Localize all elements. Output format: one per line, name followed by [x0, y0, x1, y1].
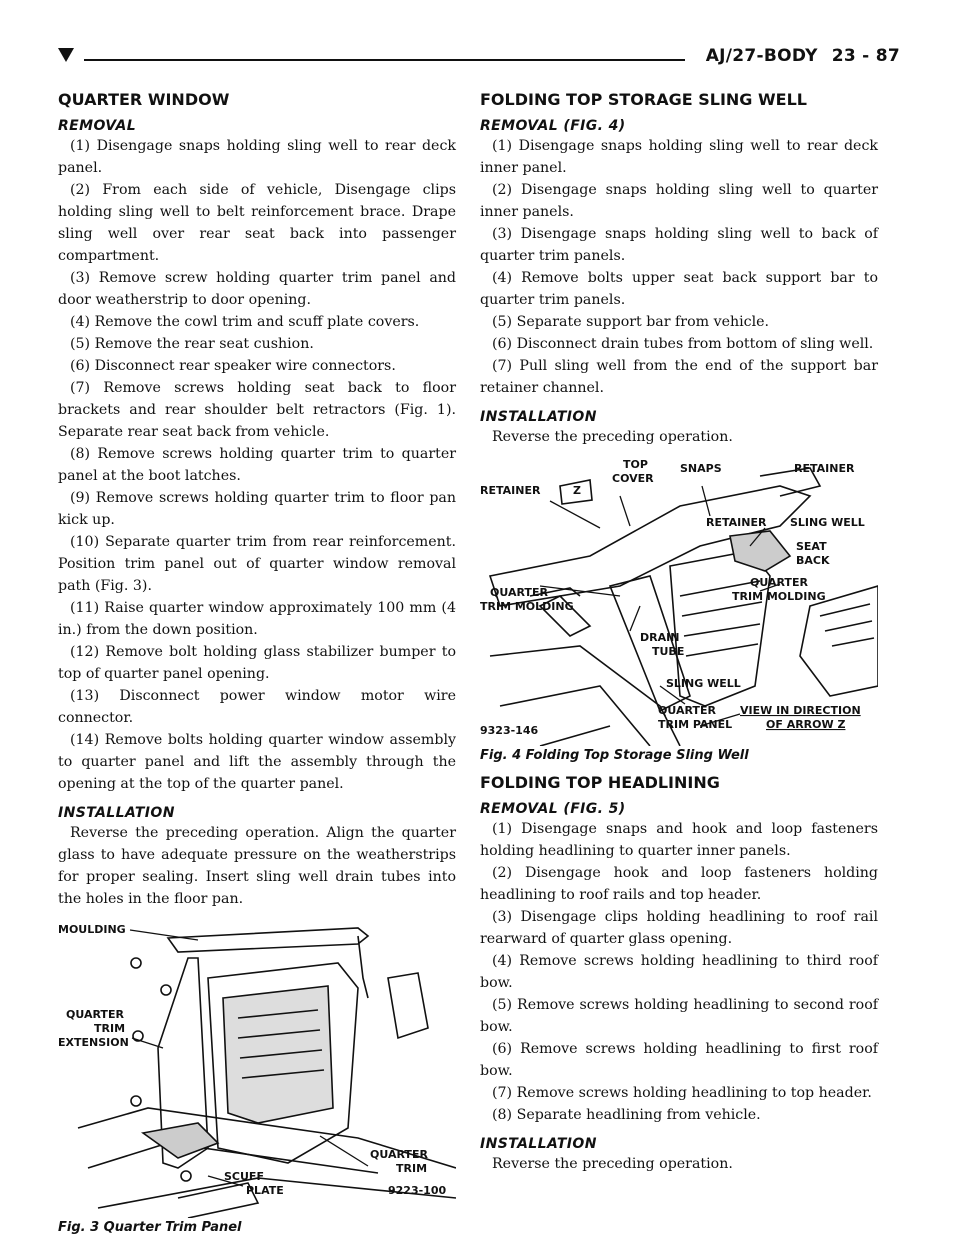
label-drain-tube-2: TUBE	[652, 645, 685, 658]
label-trim-molding-left-2: TRIM MOLDING	[480, 600, 574, 613]
sling-well-illustration	[480, 456, 878, 746]
removal-step: (9) Remove screws holding quarter trim to floor pan kick up.	[58, 490, 456, 528]
sling-removal-step: (4) Remove bolts upper seat back support bar to quarter trim panels.	[480, 270, 878, 308]
label-z: Z	[573, 484, 581, 497]
sling-removal-heading: REMOVAL (FIG. 4)	[480, 118, 626, 134]
removal-step: (13) Disconnect power window motor wire connector.	[58, 688, 456, 726]
label-view-direction-1: VIEW IN DIRECTION	[740, 704, 861, 717]
label-sling-well: SLING WELL	[790, 516, 865, 529]
label-drain-tube-1: DRAIN	[640, 631, 680, 644]
label-moulding: MOULDING	[58, 923, 126, 936]
label-quarter-trim-extension-3: EXTENSION	[58, 1036, 129, 1049]
removal-step: (4) Remove the cowl trim and scuff plate covers.	[70, 314, 420, 330]
label-quarter-trim-1: QUARTER	[370, 1148, 428, 1161]
section-code: AJ/27-BODY	[705, 46, 818, 66]
header-text	[706, 46, 900, 66]
sling-removal-step: (3) Disengage snaps holding sling well to back of quarter trim panels.	[480, 226, 878, 264]
label-top-cover-1: TOP	[623, 458, 648, 471]
headlining-step: (8) Separate headlining from vehicle.	[492, 1107, 761, 1123]
label-top-cover-2: COVER	[612, 472, 654, 485]
label-quarter-trim-2: TRIM	[396, 1162, 428, 1175]
sling-removal-step: (1) Disengage snaps holding sling well to rear deck inner panel.	[480, 138, 878, 176]
sling-removal-step: (2) Disengage snaps holding sling well to quarter inner panels.	[480, 182, 878, 220]
label-view-direction-2: OF ARROW Z	[766, 718, 846, 731]
headlining-step: (3) Disengage clips holding headlining to roof rail rearward of quarter glass opening.	[480, 909, 878, 947]
headlining-step: (5) Remove screws holding headlining to second roof bow.	[480, 997, 878, 1035]
sling-well-title: FOLDING TOP STORAGE SLING WELL	[480, 90, 807, 109]
label-sling-well-2: SLING WELL	[666, 677, 741, 690]
installation-text: Reverse the preceding operation. Align the quarter glass to have adequate pressure on the weatherstrips for proper sealing. Insert sling well drain tubes into the holes in the floor pan.	[58, 825, 456, 907]
sling-removal-step: (7) Pull sling well from the end of the support bar retainer channel.	[480, 358, 878, 396]
label-retainer-middle: RETAINER	[706, 516, 767, 529]
headlining-installation-text: Reverse the preceding operation.	[492, 1156, 733, 1172]
removal-step: (12) Remove bolt holding glass stabilizer bumper to top of quarter panel opening.	[58, 644, 456, 682]
removal-step: (5) Remove the rear seat cushion.	[70, 336, 314, 352]
headlining-installation-heading: INSTALLATION	[480, 1136, 597, 1152]
label-trim-molding-right-1: QUARTER	[750, 576, 808, 589]
left-column	[58, 90, 456, 1235]
removal-step: (14) Remove bolts holding quarter window assembly to quarter panel and lift the assembly through the opening at the top of the quarter panel.	[58, 732, 456, 792]
headlining-removal-heading: REMOVAL (FIG. 5)	[480, 801, 626, 817]
headlining-step: (4) Remove screws holding headlining to third roof bow.	[480, 953, 878, 991]
page-header	[58, 44, 900, 74]
headlining-step: (6) Remove screws holding headlining to first roof bow.	[480, 1041, 878, 1079]
page-number: 23 - 87	[831, 46, 900, 66]
label-quarter-trim-extension-1: QUARTER	[66, 1008, 124, 1021]
label-trim-panel-1: QUARTER	[658, 704, 716, 717]
label-retainer-right: RETAINER	[794, 462, 855, 475]
headlining-step: (2) Disengage hook and loop fasteners holding headlining to roof rails and top header.	[480, 865, 878, 903]
installation-heading: INSTALLATION	[58, 805, 175, 821]
figure-3-caption: Fig. 3 Quarter Trim Panel	[58, 1220, 242, 1235]
quarter-trim-panel-illustration	[58, 918, 456, 1218]
figure-code: 9323-146	[480, 724, 539, 737]
label-retainer-left: RETAINER	[480, 484, 541, 497]
label-trim-panel-2: TRIM PANEL	[658, 718, 733, 731]
removal-heading: REMOVAL	[58, 118, 137, 134]
label-scuff-plate-2: PLATE	[246, 1184, 284, 1197]
sling-installation-text: Reverse the preceding operation.	[492, 429, 733, 445]
removal-step: (2) From each side of vehicle, Disengage clips holding sling well to belt reinforcement brace. Drape sling well over rear seat back into passenger compartment.	[58, 182, 456, 264]
removal-step: (3) Remove screw holding quarter trim panel and door weatherstrip to door opening.	[58, 270, 456, 308]
label-snaps: SNAPS	[680, 462, 722, 475]
triangle-marker-icon	[58, 48, 74, 62]
removal-step: (1) Disengage snaps holding sling well to rear deck panel.	[58, 138, 456, 176]
removal-step: (7) Remove screws holding seat back to floor brackets and rear shoulder belt retractors (Fig. 1). Separate rear seat back from vehicle.	[58, 380, 456, 440]
headlining-title: FOLDING TOP HEADLINING	[480, 773, 720, 792]
removal-step: (10) Separate quarter trim from rear reinforcement. Position trim panel out of quarter window removal path (Fig. 3).	[58, 534, 456, 594]
removal-step: (6) Disconnect rear speaker wire connectors.	[70, 358, 396, 374]
label-quarter-trim-extension-2: TRIM	[94, 1022, 126, 1035]
headlining-step: (1) Disengage snaps and hook and loop fasteners holding headlining to quarter inner panels.	[480, 821, 878, 859]
quarter-window-title: QUARTER WINDOW	[58, 90, 230, 109]
removal-step: (8) Remove screws holding quarter trim to quarter panel at the boot latches.	[58, 446, 456, 484]
headlining-step: (7) Remove screws holding headlining to top header.	[492, 1085, 872, 1101]
label-trim-molding-right-2: TRIM MOLDING	[732, 590, 826, 603]
label-seat-back-2: BACK	[796, 554, 830, 567]
label-scuff-plate-1: SCUFF	[224, 1170, 264, 1183]
removal-step: (11) Raise quarter window approximately 100 mm (4 in.) from the down position.	[58, 600, 456, 638]
header-rule	[84, 59, 685, 61]
figure-3	[58, 918, 456, 1235]
label-trim-molding-left-1: QUARTER	[490, 586, 548, 599]
sling-removal-step: (6) Disconnect drain tubes from bottom of sling well.	[492, 336, 874, 352]
figure-4	[480, 456, 878, 763]
sling-removal-step: (5) Separate support bar from vehicle.	[492, 314, 770, 330]
label-seat-back-1: SEAT	[796, 540, 827, 553]
figure-4-caption: Fig. 4 Folding Top Storage Sling Well	[480, 748, 749, 763]
figure-code: 9223-100	[388, 1184, 447, 1197]
sling-installation-heading: INSTALLATION	[480, 409, 597, 425]
right-column	[480, 90, 878, 1175]
